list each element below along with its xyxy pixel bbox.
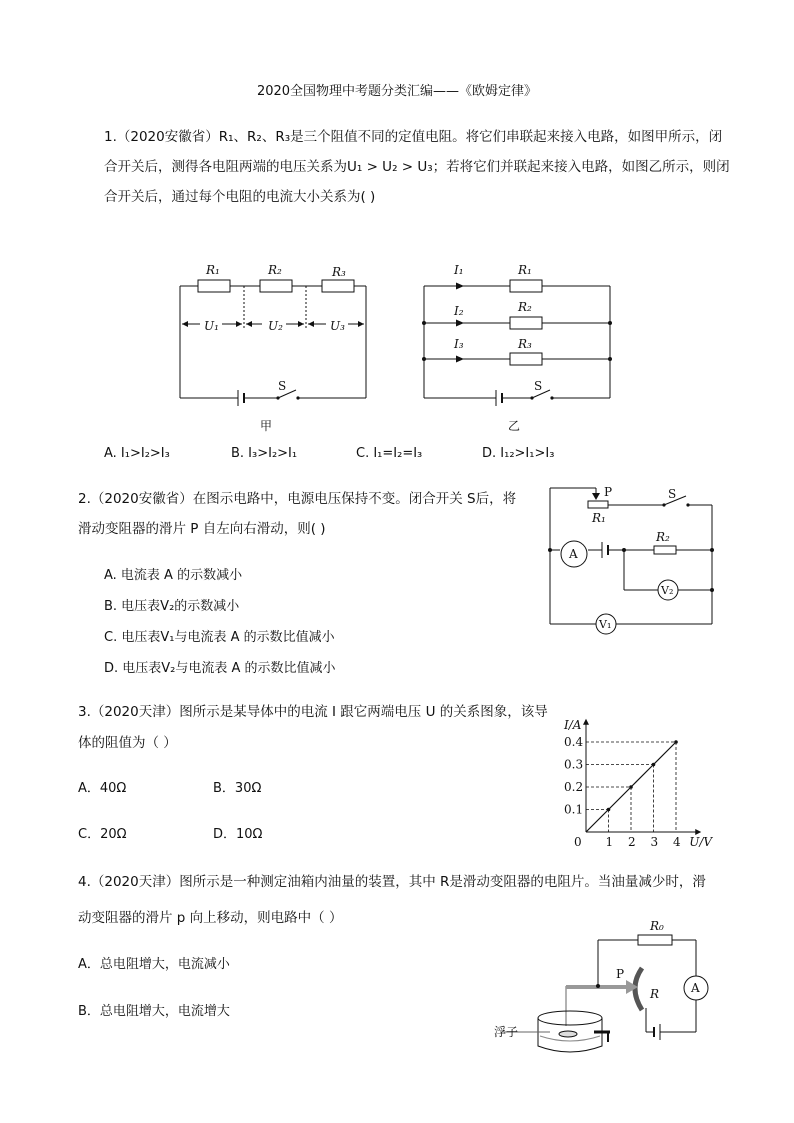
q4-oil-gauge-circuit: [490, 918, 720, 1058]
q2-option-d[interactable]: D. 电压表V₂与电流表 A 的示数比值减小: [104, 661, 336, 676]
x-tick-label: 3: [650, 835, 659, 849]
q3-option-a[interactable]: A．40Ω: [78, 781, 127, 796]
label-u1: U₁: [204, 319, 219, 333]
y-axis-label: I/A: [564, 717, 582, 732]
label-r3: R₃: [518, 337, 532, 351]
x-tick-label: 2: [628, 835, 636, 849]
q1-parallel-circuit: [418, 258, 628, 438]
resistor-r0: [638, 935, 672, 945]
q3-line1: 3.（2020天津）图所示是某导体中的电流 I 跟它两端电压 U 的关系图象，该导: [78, 704, 548, 720]
label-a: A: [569, 547, 578, 561]
label-r1: R₁: [518, 263, 532, 277]
label-p: P: [616, 967, 625, 981]
data-point: [652, 763, 656, 767]
y-tick-label: 0.2: [564, 780, 584, 794]
q1-option-a[interactable]: A. I₁>I₂>I₃: [104, 446, 170, 461]
data-point: [629, 785, 633, 789]
origin-label: 0: [574, 835, 582, 849]
label-s: S: [668, 487, 677, 501]
q2-line2: 滑动变阻器的滑片 P 自左向右滑动，则( ): [78, 521, 326, 537]
label-r1: R₁: [592, 511, 606, 525]
q4-option-a[interactable]: A．总电阻增大，电流减小: [78, 957, 230, 972]
q2-option-a[interactable]: A. 电流表 A 的示数减小: [104, 568, 243, 583]
q3-option-d[interactable]: D．10Ω: [213, 827, 263, 842]
q2-option-c[interactable]: C. 电压表V₁与电流表 A 的示数比值减小: [104, 630, 335, 645]
q3-option-c[interactable]: C．20Ω: [78, 827, 127, 842]
label-r: R: [650, 987, 660, 1001]
q2-line1: 2.（2020安徽省）在图示电路中，电源电压保持不变。闭合开关 S后，将: [78, 491, 517, 507]
label-u3: U₃: [330, 319, 345, 333]
y-tick-label: 0.1: [564, 802, 584, 817]
q1-option-b[interactable]: B. I₃>I₂>I₁: [231, 446, 298, 461]
label-a: A: [691, 981, 700, 995]
label-s: S: [278, 379, 287, 393]
label-r2: R₂: [518, 300, 532, 314]
resistor-r3: [322, 280, 354, 292]
label-r0: R₀: [650, 919, 664, 933]
data-point: [607, 808, 611, 812]
label-v2: V₂: [661, 584, 674, 597]
q2-option-b[interactable]: B. 电压表V₂的示数减小: [104, 599, 240, 614]
x-axis-label: U/V: [689, 835, 713, 849]
label-r1: R₁: [206, 263, 220, 277]
q3-option-b[interactable]: B．30Ω: [213, 781, 262, 796]
resistor-r2: [260, 280, 292, 292]
x-tick-label: 4: [673, 835, 681, 849]
data-point: [674, 740, 678, 744]
q3-line2: 体的阻值为（ ）: [78, 735, 177, 751]
resistor-r1: [198, 280, 230, 292]
rheostat-r: [635, 968, 642, 1010]
q4-option-b[interactable]: B．总电阻增大，电流增大: [78, 1004, 230, 1019]
q1-line2: 合开关后，测得各电阻两端的电压关系为U₁ > U₂ > U₃；若将它们并联起来接入电路，如图乙所示，则闭: [104, 159, 730, 175]
q1-line1: 1.（2020安徽省）R₁、R₂、R₃是三个阻值不同的定值电阻。将它们串联起来接入电路，如图甲所示，闭: [104, 129, 723, 145]
y-tick-label: 0.4: [564, 735, 584, 749]
q1-series-circuit: [170, 258, 380, 438]
label-float: 浮子: [494, 1025, 519, 1039]
caption-yi: 乙: [508, 419, 521, 433]
x-tick-label: 1: [605, 835, 614, 849]
y-tick-label: 0.3: [564, 757, 584, 772]
q4-line2: 动变阻器的滑片 p 向上移动，则电路中（ ）: [78, 910, 343, 926]
label-i1: I₁: [454, 263, 464, 277]
label-i3: I₃: [454, 337, 464, 351]
label-v1: V₁: [599, 618, 612, 631]
page-title: 2020全国物理中考题分类汇编——《欧姆定律》: [256, 84, 538, 99]
y-axis-arrow: [583, 719, 589, 725]
q1-line3: 合开关后，通过每个电阻的电流大小关系为( ): [104, 189, 376, 205]
q1-option-c[interactable]: C. I₁=I₂=I₃: [356, 446, 423, 461]
label-r3: R₃: [332, 265, 346, 279]
iu-graph: [556, 712, 716, 847]
label-s: S: [534, 379, 543, 393]
label-p: P: [604, 485, 613, 499]
label-r2: R₂: [656, 530, 670, 544]
q1-option-d[interactable]: D. I₁₂>I₁>I₃: [482, 446, 555, 461]
q4-line1: 4.（2020天津）图所示是一种测定油箱内油量的装置，其中 R是滑动变阻器的电阻片。当油量减少时，滑: [78, 874, 706, 890]
label-i2: I₂: [454, 304, 464, 318]
label-u2: U₂: [268, 319, 283, 333]
caption-jia: 甲: [260, 419, 273, 433]
label-r2: R₂: [268, 263, 282, 277]
q2-circuit: [546, 484, 718, 630]
